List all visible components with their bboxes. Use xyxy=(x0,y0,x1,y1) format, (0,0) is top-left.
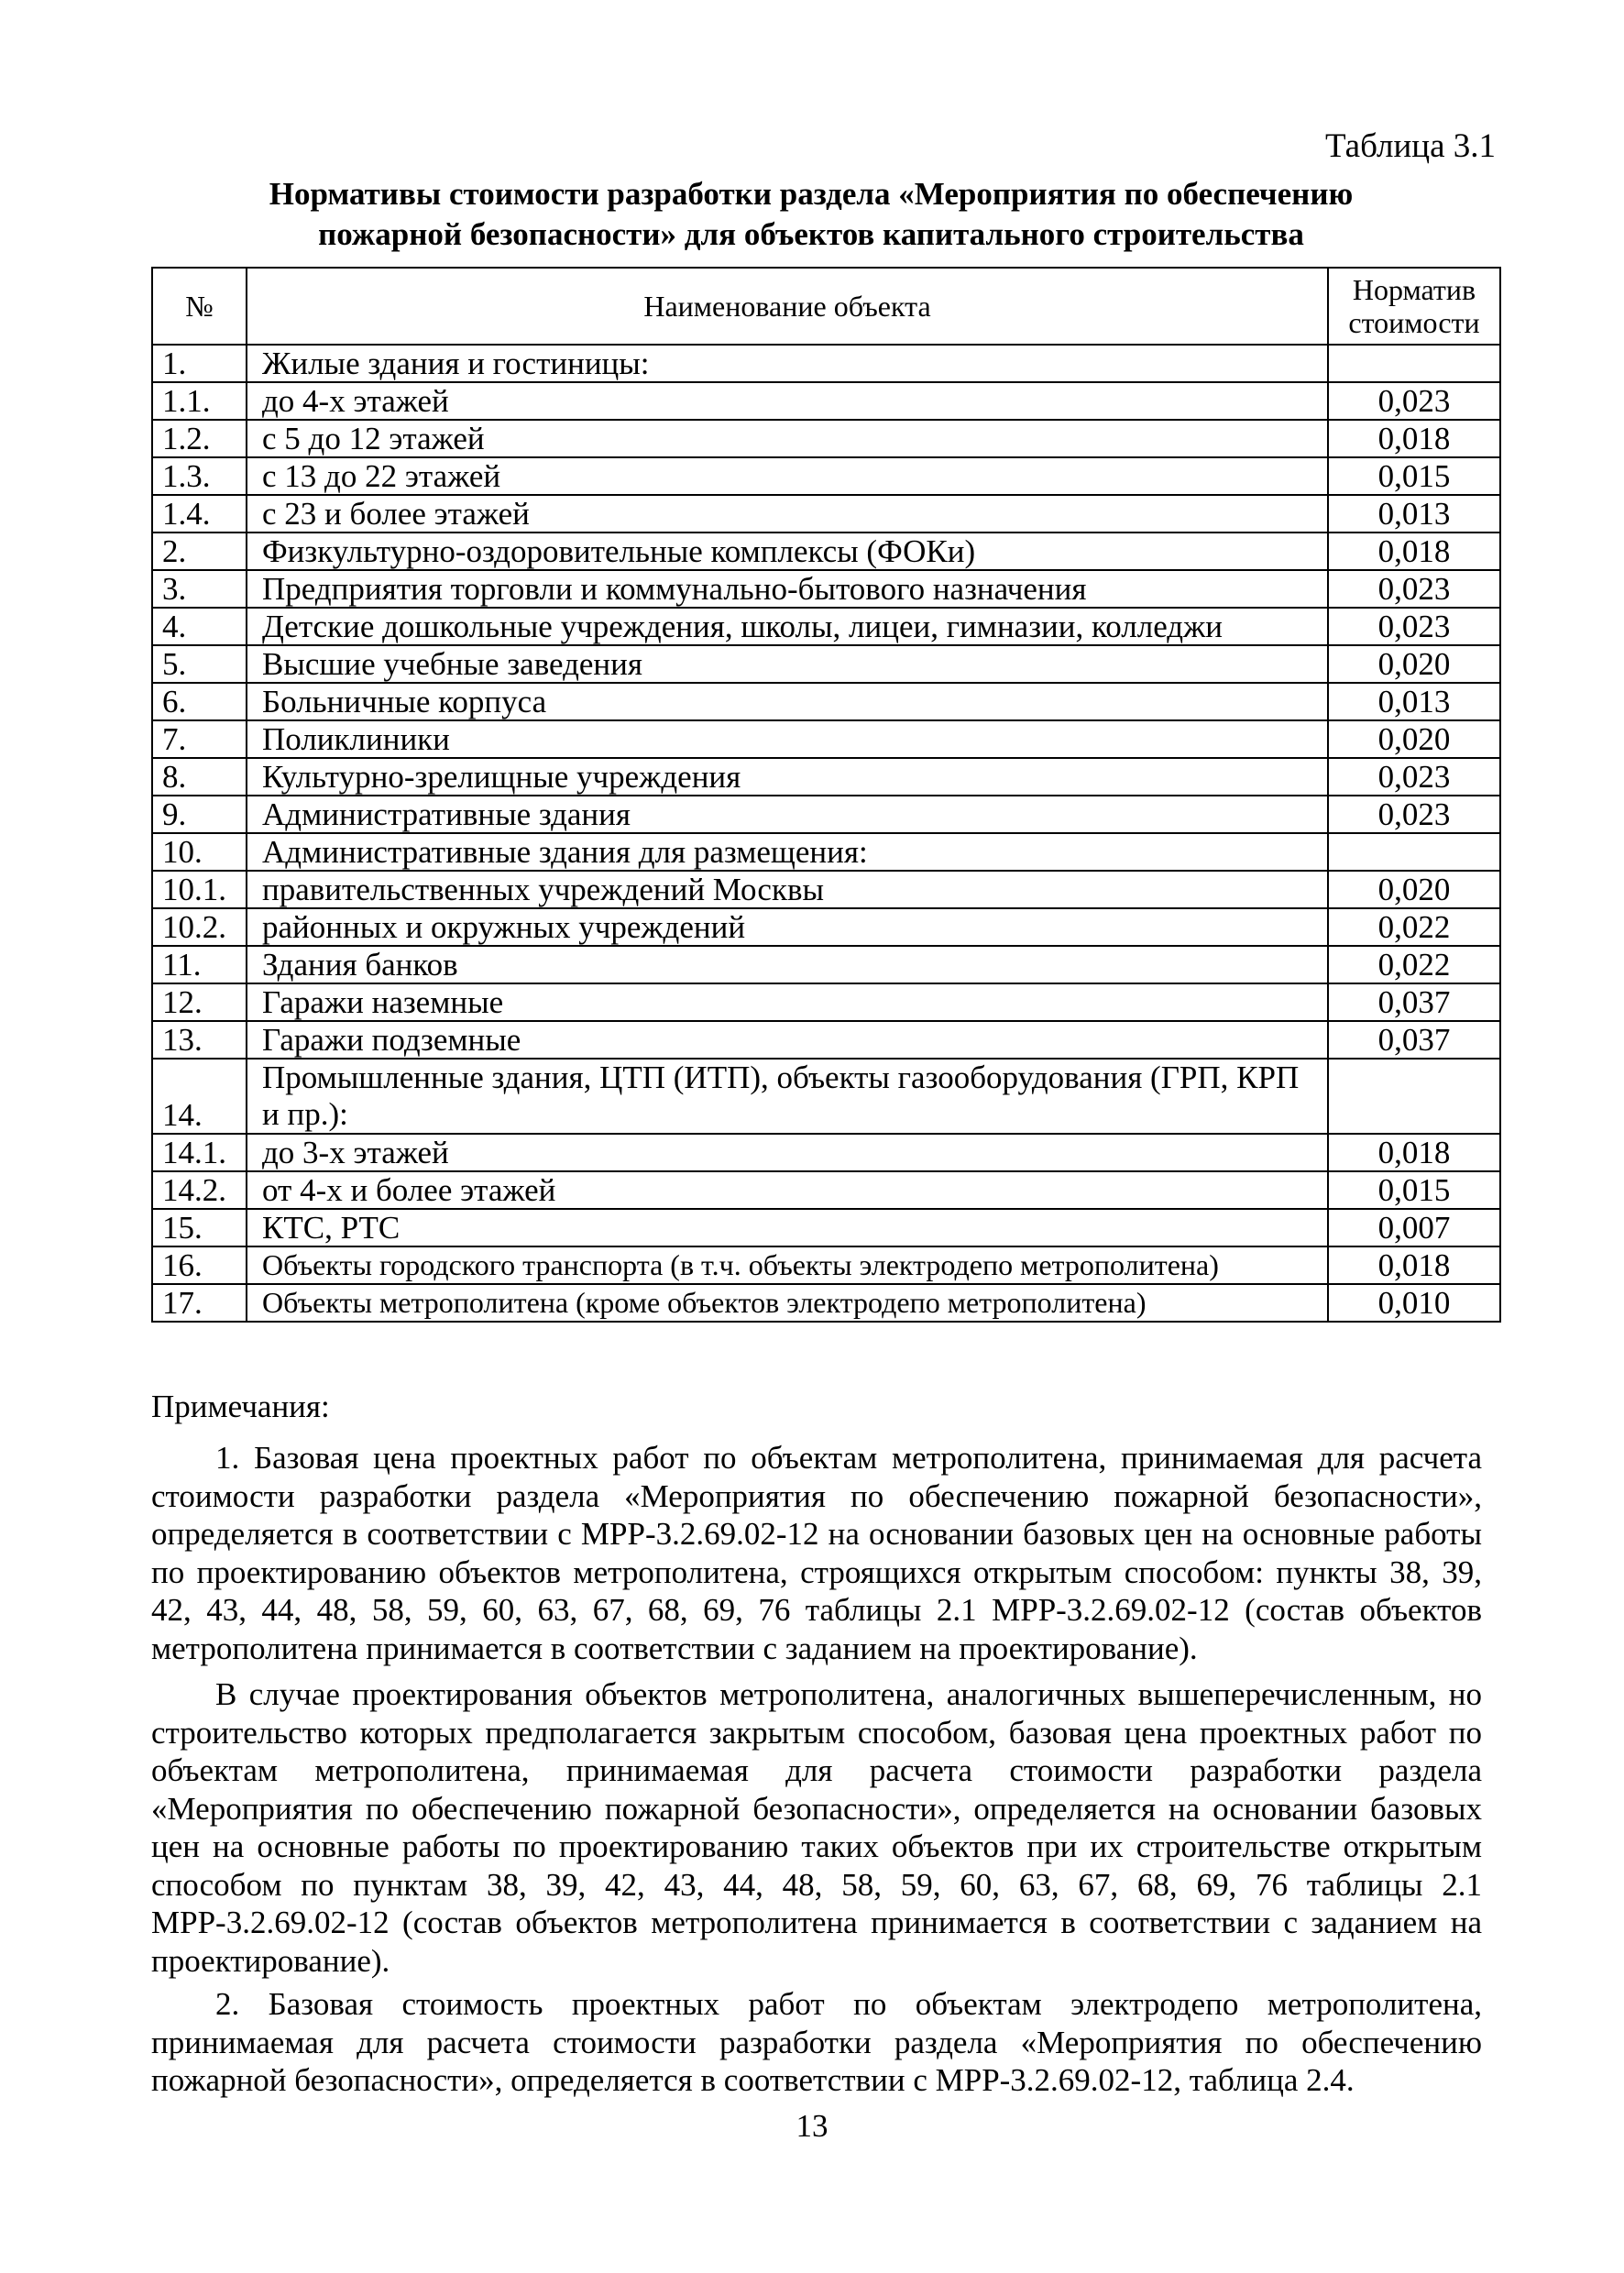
table-row xyxy=(152,457,1500,495)
row-object-name: Поликлиники xyxy=(247,720,1328,758)
row-cost-norm: 0,018 xyxy=(1328,1134,1500,1171)
note-paragraph-2: В случае проектирования объектов метрополитена, аналогичных вышеперечисленным, но строительство которых предполагается закрытым способом, базовая цена проектных работ по объектам метрополитена, принимаемая для расчета стоимости разработки раздела «Мероприятия по обеспечению пожарной безопасности», определяется на основании базовых цен на основные работы по проектированию таких объектов при их строительстве открытым способом по пунктам 38, 39, 42, 43, 44, 48, 58, 59, 60, 63, 67, 68, 69, 76 таблицы 2.1 МРР-3.2.69.02-12 (состав объектов метрополитена принимается в соответствии с заданием на проектирование). xyxy=(151,1676,1482,1979)
row-object-name: Административные здания xyxy=(247,796,1328,833)
table-row xyxy=(152,720,1500,758)
row-number: 3. xyxy=(152,570,247,608)
header-object-name: Наименование объекта xyxy=(247,268,1328,345)
row-object-name: с 13 до 22 этажей xyxy=(247,457,1328,495)
table-row xyxy=(152,533,1500,570)
table-title-line-1: Нормативы стоимости разработки раздела «Мероприятия по обеспечению xyxy=(269,176,1354,212)
row-object-name: от 4-х и более этажей xyxy=(247,1171,1328,1209)
table-row xyxy=(152,345,1500,382)
row-number: 6. xyxy=(152,683,247,720)
table-row xyxy=(152,1209,1500,1246)
row-object-name: Здания банков xyxy=(247,946,1328,983)
row-number: 10. xyxy=(152,833,247,871)
row-cost-norm: 0,023 xyxy=(1328,796,1500,833)
row-number: 5. xyxy=(152,645,247,683)
row-number: 16. xyxy=(152,1246,247,1284)
row-number: 4. xyxy=(152,608,247,645)
row-number: 15. xyxy=(152,1209,247,1246)
row-object-name: Высшие учебные заведения xyxy=(247,645,1328,683)
row-number: 1.4. xyxy=(152,495,247,533)
row-cost-norm: 0,018 xyxy=(1328,533,1500,570)
row-object-name: Детские дошкольные учреждения, школы, лицеи, гимназии, колледжи xyxy=(247,608,1328,645)
row-object-name: Физкультурно-оздоровительные комплексы (ФОКи) xyxy=(247,533,1328,570)
row-cost-norm: 0,037 xyxy=(1328,983,1500,1021)
row-number: 2. xyxy=(152,533,247,570)
row-object-name: правительственных учреждений Москвы xyxy=(247,871,1328,908)
table-title-line-2: пожарной безопасности» для объектов капитального строительства xyxy=(318,216,1304,252)
page-number: 13 xyxy=(796,2108,828,2144)
table-row xyxy=(152,983,1500,1021)
table-row xyxy=(152,833,1500,871)
row-object-name: Жилые здания и гостиницы: xyxy=(247,345,1328,382)
row-object-name: Гаражи подземные xyxy=(247,1021,1328,1059)
table-row xyxy=(152,645,1500,683)
header-cost-norm: Норматив стоимости xyxy=(1328,268,1500,345)
row-number: 14. xyxy=(152,1059,247,1134)
row-number: 1. xyxy=(152,345,247,382)
table-row xyxy=(152,1021,1500,1059)
header-number: № xyxy=(152,268,247,345)
row-number: 1.3. xyxy=(152,457,247,495)
row-cost-norm: 0,022 xyxy=(1328,908,1500,946)
table-body xyxy=(152,345,1500,1322)
row-object-name: районных и окружных учреждений xyxy=(247,908,1328,946)
row-number: 8. xyxy=(152,758,247,796)
row-number: 9. xyxy=(152,796,247,833)
notes-heading: Примечания: xyxy=(151,1389,330,1424)
table-row xyxy=(152,796,1500,833)
row-number: 11. xyxy=(152,946,247,983)
row-object-name: Больничные корпуса xyxy=(247,683,1328,720)
table-row xyxy=(152,608,1500,645)
table-row xyxy=(152,382,1500,420)
row-number: 1.2. xyxy=(152,420,247,457)
table-row xyxy=(152,1171,1500,1209)
row-cost-norm: 0,015 xyxy=(1328,1171,1500,1209)
row-cost-norm: 0,037 xyxy=(1328,1021,1500,1059)
table-row xyxy=(152,683,1500,720)
table-row xyxy=(152,1134,1500,1171)
row-number: 10.1. xyxy=(152,871,247,908)
row-object-name: Предприятия торговли и коммунально-бытового назначения xyxy=(247,570,1328,608)
note-paragraph-3: 2. Базовая стоимость проектных работ по объектам электродепо метрополитена, принимаемая для расчета стоимости разработки раздела «Мероприятия по обеспечению пожарной безопасности», определяется в соответствии с МРР-3.2.69.02-12, таблица 2.4. xyxy=(151,1986,1482,2098)
row-object-name: с 23 и более этажей xyxy=(247,495,1328,533)
row-cost-norm: 0,018 xyxy=(1328,1246,1500,1284)
row-cost-norm xyxy=(1328,345,1500,382)
row-number: 10.2. xyxy=(152,908,247,946)
row-cost-norm: 0,020 xyxy=(1328,720,1500,758)
table-header-row xyxy=(152,268,1500,345)
row-cost-norm: 0,020 xyxy=(1328,871,1500,908)
row-object-name: Культурно-зрелищные учреждения xyxy=(247,758,1328,796)
table-row xyxy=(152,871,1500,908)
row-cost-norm: 0,018 xyxy=(1328,420,1500,457)
table-number: Таблица 3.1 xyxy=(1325,127,1496,165)
table-row xyxy=(152,420,1500,457)
row-cost-norm: 0,023 xyxy=(1328,758,1500,796)
row-number: 14.2. xyxy=(152,1171,247,1209)
row-number: 17. xyxy=(152,1284,247,1322)
row-object-name: Объекты метрополитена (кроме объектов электродепо метрополитена) xyxy=(247,1284,1328,1322)
row-number: 12. xyxy=(152,983,247,1021)
row-object-name: до 3-х этажей xyxy=(247,1134,1328,1171)
row-cost-norm: 0,023 xyxy=(1328,570,1500,608)
row-object-name: Объекты городского транспорта (в т.ч. объекты электродепо метрополитена) xyxy=(247,1246,1328,1284)
row-cost-norm: 0,022 xyxy=(1328,946,1500,983)
row-object-name: Промышленные здания, ЦТП (ИТП), объекты газооборудования (ГРП, КРП и пр.): xyxy=(247,1059,1328,1134)
table-row xyxy=(152,1284,1500,1322)
table-row xyxy=(152,495,1500,533)
table-row xyxy=(152,758,1500,796)
row-cost-norm: 0,023 xyxy=(1328,382,1500,420)
row-cost-norm: 0,020 xyxy=(1328,645,1500,683)
cost-norms-table xyxy=(151,267,1501,1323)
row-object-name: до 4-х этажей xyxy=(247,382,1328,420)
row-object-name: с 5 до 12 этажей xyxy=(247,420,1328,457)
table-row xyxy=(152,946,1500,983)
row-number: 7. xyxy=(152,720,247,758)
row-cost-norm: 0,015 xyxy=(1328,457,1500,495)
row-cost-norm: 0,007 xyxy=(1328,1209,1500,1246)
row-object-name: Гаражи наземные xyxy=(247,983,1328,1021)
row-cost-norm xyxy=(1328,1059,1500,1134)
row-object-name: КТС, РТС xyxy=(247,1209,1328,1246)
table-row xyxy=(152,908,1500,946)
table-row xyxy=(152,1246,1500,1284)
table-row xyxy=(152,570,1500,608)
row-cost-norm: 0,013 xyxy=(1328,683,1500,720)
row-cost-norm xyxy=(1328,833,1500,871)
note-paragraph-1: 1. Базовая цена проектных работ по объектам метрополитена, принимаемая для расчета стоимости разработки раздела «Мероприятия по обеспечению пожарной безопасности», определяется в соответствии с МРР-3.2.69.02-12 на основании базовых цен на основные работы по проектированию объектов метрополитена, строящихся открытым способом: пункты 38, 39, 42, 43, 44, 48, 58, 59, 60, 63, 67, 68, 69, 76 таблицы 2.1 МРР-3.2.69.02-12 (состав объектов метрополитена принимается в соответствии с заданием на проектирование). xyxy=(151,1440,1482,1666)
row-cost-norm: 0,023 xyxy=(1328,608,1500,645)
row-number: 14.1. xyxy=(152,1134,247,1171)
row-number: 1.1. xyxy=(152,382,247,420)
table-title xyxy=(151,174,1471,255)
row-object-name: Административные здания для размещения: xyxy=(247,833,1328,871)
row-number: 13. xyxy=(152,1021,247,1059)
row-cost-norm: 0,013 xyxy=(1328,495,1500,533)
table-row xyxy=(152,1059,1500,1134)
row-cost-norm: 0,010 xyxy=(1328,1284,1500,1322)
